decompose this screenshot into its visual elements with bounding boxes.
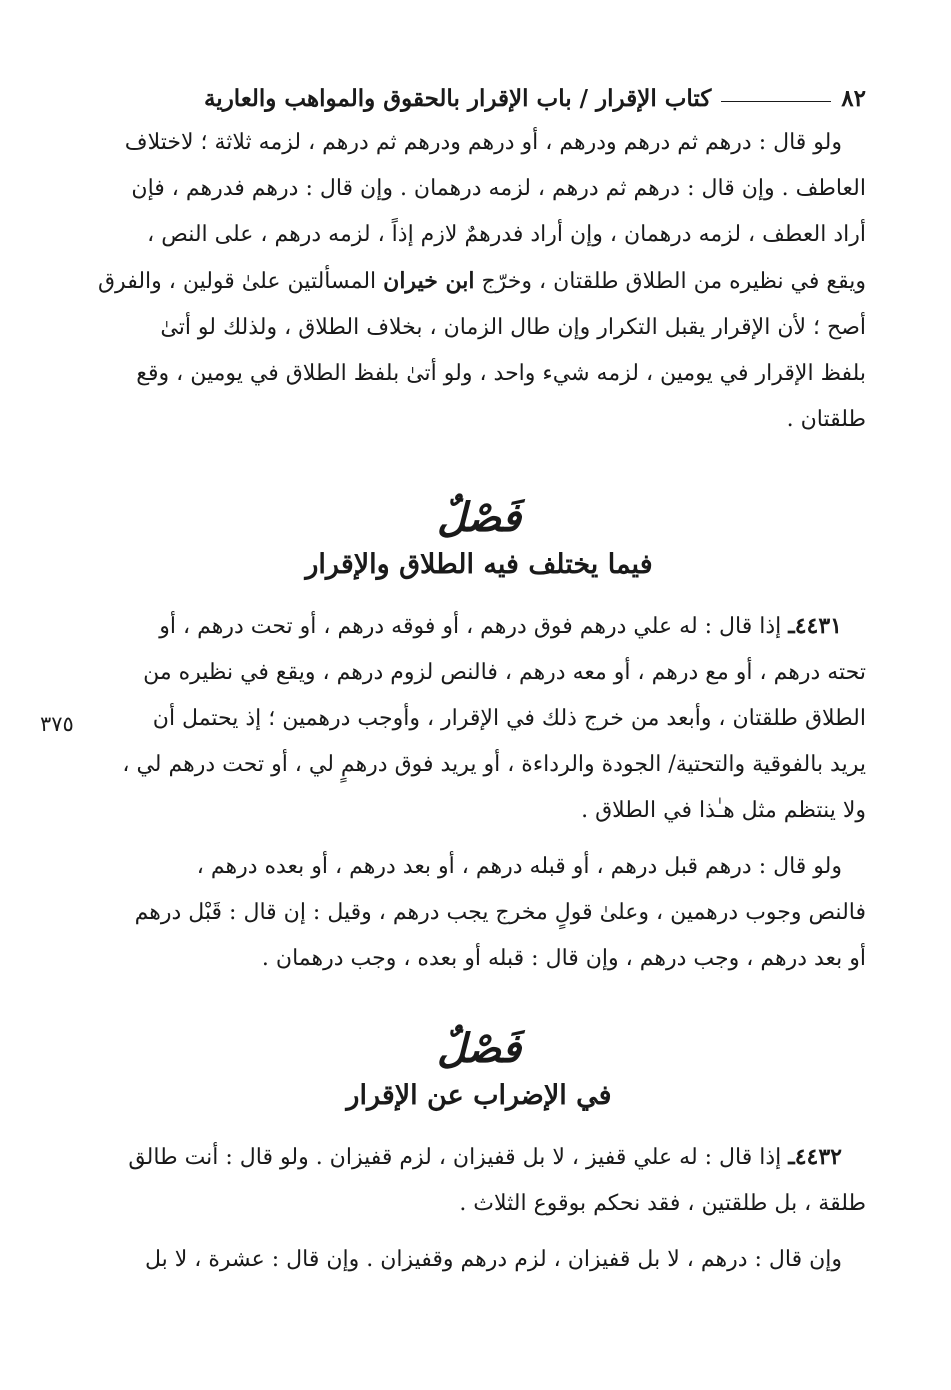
paragraph-number: ٤٤٣١ـ (788, 613, 842, 639)
text-line: يريد بالفوقية والتحتية/ الجودة والرداءة ، أو يريد فوق درهمٍ لي ، أو تحت درهم لي ، (122, 752, 866, 777)
section-title-2: في الإضراب عن الإقرار (346, 1080, 612, 1111)
text-line: أو بعد درهم ، وجب درهم ، وإن قال : قبله أو بعده ، وجب درهمان . (261, 946, 866, 971)
paragraph-4432 (92, 1134, 866, 1227)
text-line: ولو قال : درهم ثم درهم ودرهم ، أو درهم ودرهم ثم درهم ، لزمه ثلاثة ؛ لاختلاف (124, 130, 842, 155)
scholar-name: ابن خيران (383, 268, 475, 294)
text-line: تحته درهم ، أو مع درهم ، أو معه درهم ، فالنص لزوم درهم ، ويقع في نظيره من (143, 660, 866, 685)
intro-paragraph (92, 120, 866, 443)
text-line: الطلاق طلقتان ، وأبعد من خرج ذلك في الإقرار ، وأوجب درهمين ؛ إذ يحتمل أن (152, 706, 866, 731)
paragraph-4431 (92, 603, 866, 834)
text-line (92, 1134, 866, 1181)
page-number: ٨٢ (841, 85, 866, 112)
text-line: ولو قال : درهم قبل درهم ، أو قبله درهم ، أو بعد درهم ، أو بعده درهم ، (196, 854, 842, 879)
paragraph-last (92, 1237, 866, 1283)
text-segment: إذا قال : له علي قفيز ، لا بل قفيزان ، لزم قفيزان . ولو قال : أنت طالق (128, 1145, 782, 1170)
text-line: العاطف . وإن قال : درهم ثم درهم ، لزمه درهمان . وإن قال : درهم فدرهم ، فإن (131, 176, 866, 201)
margin-page-number: ٣٧٥ (40, 712, 74, 736)
text-line: فالنص وجوب درهمين ، وعلىٰ قولٍ مخرج يجب درهم ، وقيل : إن قال : قَبْل درهم (134, 900, 866, 925)
text-segment: إذا قال : له علي درهم فوق درهم ، أو فوقه درهم ، أو تحت درهم ، أو (159, 614, 782, 639)
paragraph-before-after (92, 844, 866, 982)
text-segment: المسألتين علىٰ قولين ، والفرق (97, 269, 377, 294)
text-line (92, 603, 866, 650)
text-line: بلفظ الإقرار في يومين ، لزمه شيء واحد ، ولو أتىٰ بلفظ الطلاق في يومين ، وقع (136, 361, 866, 386)
text-line: أراد العطف ، لزمه درهمان ، وإن أراد فدرهمٌ لازم إذاً ، لزمه درهم ، على النص ، (147, 222, 866, 247)
header-rule (721, 101, 831, 102)
paragraph-number: ٤٤٣٢ـ (788, 1144, 842, 1170)
text-line: ولا ينتظم مثل هـٰذا في الطلاق . (581, 798, 866, 823)
text-line (92, 258, 866, 305)
text-segment: ويقع في نظيره من الطلاق طلقتان ، وخرّج (481, 269, 866, 294)
fasl-heading-1: فَصْلٌ (436, 494, 522, 541)
text-line: وإن قال : درهم ، لا بل قفيزان ، لزم درهم وقفيزان . وإن قال : عشرة ، لا بل (144, 1247, 842, 1272)
text-line: طلقتان . (786, 407, 866, 432)
section-title-1: فيما يختلف فيه الطلاق والإقرار (305, 549, 653, 580)
running-header (92, 84, 866, 114)
header-title: كتاب الإقرار / باب الإقرار بالحقوق والمواهب والعارية (203, 85, 712, 112)
text-line: طلقة ، بل طلقتين ، فقد نحكم بوقوع الثلاث . (459, 1191, 866, 1216)
fasl-heading-2: فَصْلٌ (436, 1025, 522, 1072)
text-line: أصح ؛ لأن الإقرار يقبل التكرار وإن طال الزمان ، بخلاف الطلاق ، ولذلك لو أتىٰ (160, 315, 866, 340)
